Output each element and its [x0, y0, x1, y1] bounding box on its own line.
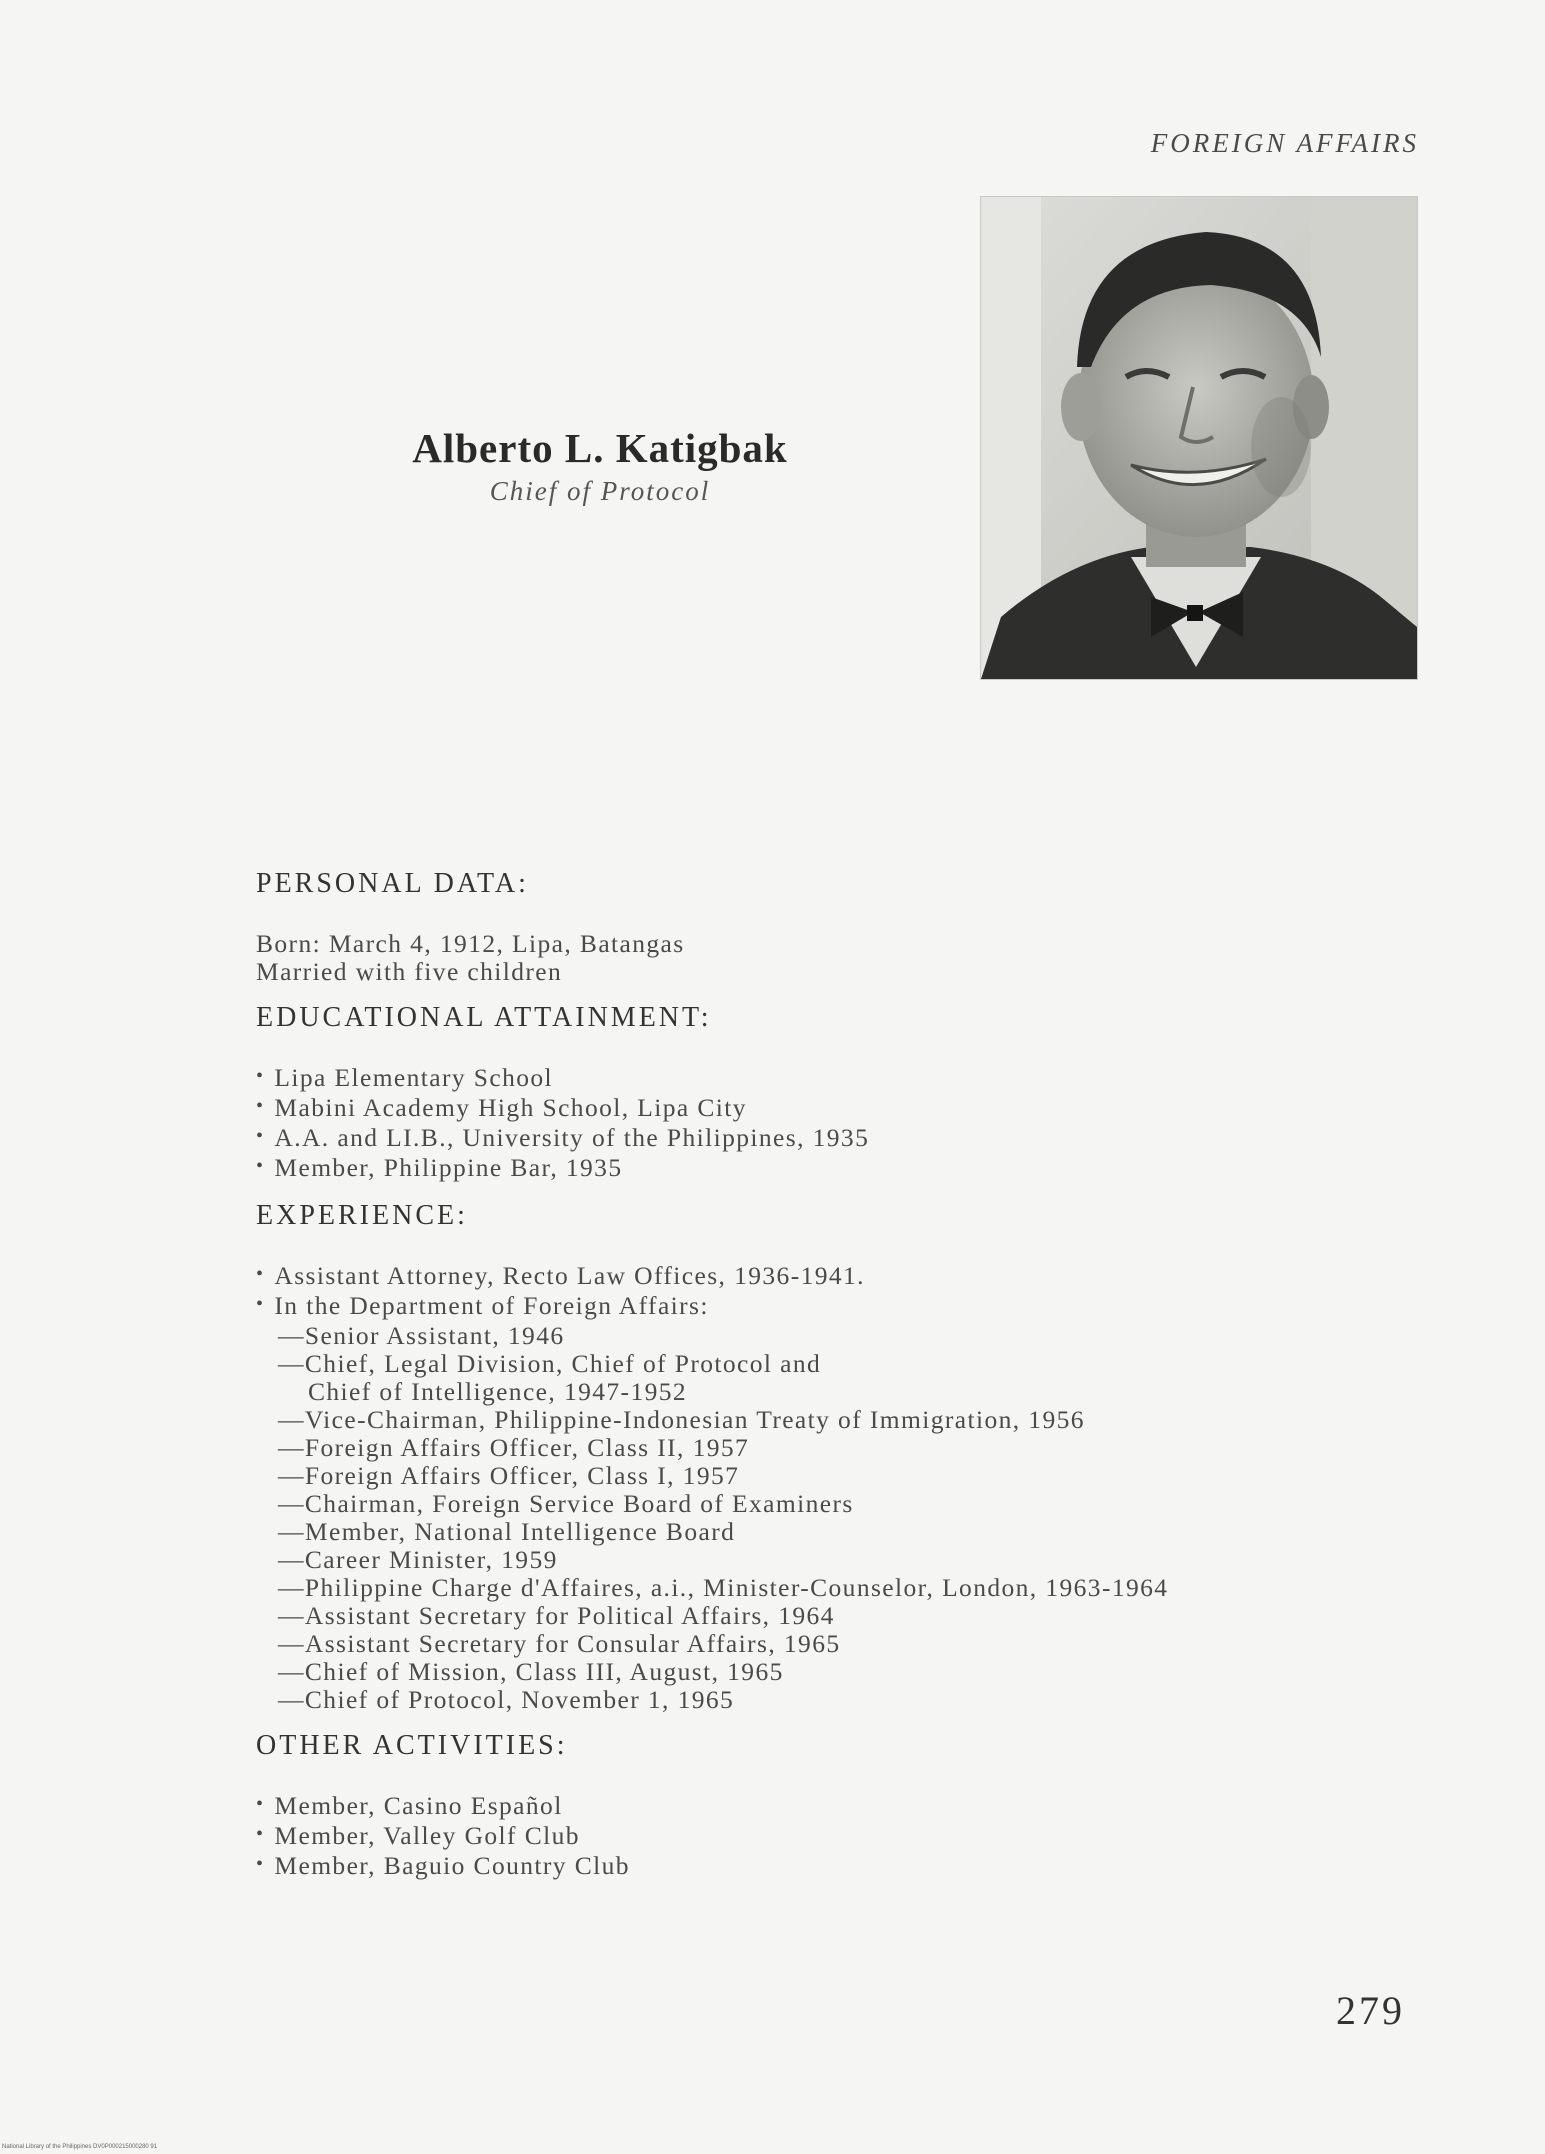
education-list: [256, 1064, 1386, 1184]
other-activities-list: [256, 1792, 1386, 1882]
experience-item: • Assistant Attorney, Recto Law Offices, 1936-1941.: [256, 1262, 1386, 1292]
activity-item: • Member, Casino Español: [256, 1792, 1386, 1822]
other-activities-heading: OTHER ACTIVITIES:: [256, 1730, 568, 1761]
education-item: • Mabini Academy High School, Lipa City: [256, 1094, 1386, 1124]
dfa-position: Chief of Intelligence, 1947-1952: [308, 1377, 688, 1406]
dfa-position: —Chief of Protocol, November 1, 1965: [278, 1685, 735, 1714]
personal-data-line: Born: March 4, 1912, Lipa, Batangas: [256, 929, 685, 958]
personal-data-list: [256, 930, 1386, 986]
dfa-position: —Chief of Mission, Class III, August, 1965: [278, 1657, 784, 1686]
biography-content: [256, 868, 1386, 1896]
dfa-position: —Foreign Affairs Officer, Class I, 1957: [278, 1461, 740, 1490]
dfa-position: —Senior Assistant, 1946: [278, 1321, 565, 1350]
dfa-position: —Assistant Secretary for Consular Affairs, 1965: [278, 1629, 841, 1658]
person-name: Alberto L. Katigbak: [412, 425, 788, 471]
portrait-image: [981, 197, 1417, 679]
person-title: Chief of Protocol: [489, 476, 711, 506]
dfa-position: —Career Minister, 1959: [278, 1545, 558, 1574]
activity-item: • Member, Baguio Country Club: [256, 1852, 1386, 1882]
name-block: [400, 424, 800, 507]
education-heading: EDUCATIONAL ATTAINMENT:: [256, 1002, 712, 1033]
running-head: FOREIGN AFFAIRS: [1150, 128, 1419, 158]
personal-data-line: Married with five children: [256, 957, 563, 986]
experience-heading: EXPERIENCE:: [256, 1200, 468, 1231]
experience-item: • In the Department of Foreign Affairs:: [256, 1292, 1386, 1322]
personal-data-heading: PERSONAL DATA:: [256, 868, 529, 899]
education-item: • Member, Philippine Bar, 1935: [256, 1154, 1386, 1184]
dfa-position: —Chairman, Foreign Service Board of Examiners: [278, 1489, 854, 1518]
dfa-position: —Foreign Affairs Officer, Class II, 1957: [278, 1433, 750, 1462]
experience-list: [256, 1262, 1386, 1714]
page-number: 279: [1336, 1988, 1405, 2033]
dfa-position: —Assistant Secretary for Political Affairs, 1964: [278, 1601, 835, 1630]
dfa-position: —Philippine Charge d'Affaires, a.i., Minister-Counselor, London, 1963-1964: [278, 1573, 1169, 1602]
dfa-position: —Member, National Intelligence Board: [278, 1517, 736, 1546]
education-item: • A.A. and LI.B., University of the Philippines, 1935: [256, 1124, 1386, 1154]
dfa-position: —Chief, Legal Division, Chief of Protocol and: [278, 1349, 822, 1378]
activity-item: • Member, Valley Golf Club: [256, 1822, 1386, 1852]
education-item: • Lipa Elementary School: [256, 1064, 1386, 1094]
portrait-photo: [980, 196, 1418, 680]
dfa-position: —Vice-Chairman, Philippine-Indonesian Treaty of Immigration, 1956: [278, 1405, 1085, 1434]
archive-footer: National Library of the Philippines DV0P000215000280 91: [2, 2144, 158, 2150]
